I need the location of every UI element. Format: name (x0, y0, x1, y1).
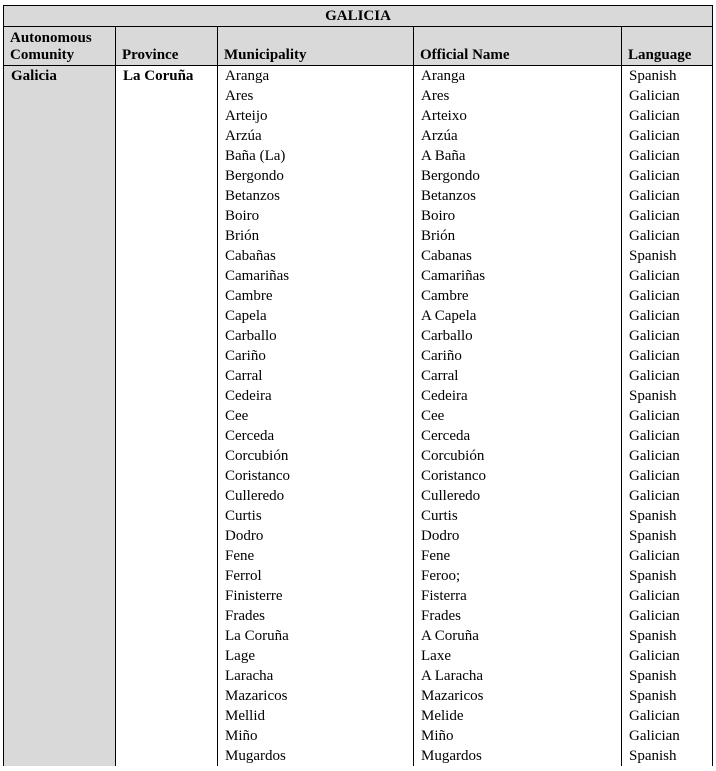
municipality-entry: Corcubión (225, 448, 289, 464)
community-cell (4, 66, 116, 767)
official-name-entry: Betanzos (421, 188, 476, 204)
municipality-entry: Coristanco (225, 468, 290, 484)
municipality-entry: Cariño (225, 348, 266, 364)
language-entry: Spanish (629, 688, 677, 704)
official-name-entry: Laxe (421, 648, 451, 664)
language-entry: Galician (629, 128, 680, 144)
language-entry: Galician (629, 88, 680, 104)
official-name-entry: Arzúa (421, 128, 458, 144)
municipality-entry: Mellid (225, 708, 265, 724)
language-entry: Galician (629, 308, 680, 324)
official-name-entry: Miño (421, 728, 454, 744)
official-name-entry: Frades (421, 608, 461, 624)
municipality-entry: Ferrol (225, 568, 262, 584)
language-entry: Galician (629, 648, 680, 664)
language-entry: Galician (629, 408, 680, 424)
language-entry: Spanish (629, 388, 677, 404)
municipality-entry: Arzúa (225, 128, 262, 144)
official-name-entry: A Capela (421, 308, 477, 324)
official-name-entry: Cambre (421, 288, 469, 304)
language-entry: Galician (629, 148, 680, 164)
header-language: Language (622, 27, 713, 66)
official-name-entry: Curtis (421, 508, 458, 524)
language-entry: Spanish (629, 248, 677, 264)
municipality-entry: Capela (225, 308, 267, 324)
municipality-entry: Dodro (225, 528, 264, 544)
language-entry: Galician (629, 228, 680, 244)
official-name-entry: A Coruña (421, 628, 479, 644)
language-entry: Galician (629, 288, 680, 304)
municipality-entry: Miño (225, 728, 258, 744)
official-name-entry: Coristanco (421, 468, 486, 484)
official-name-column (414, 66, 622, 767)
official-name-entry: Corcubión (421, 448, 485, 464)
language-entry: Galician (629, 588, 680, 604)
province-cell (116, 66, 218, 767)
official-name-entry: Cabanas (421, 248, 472, 264)
language-entry: Galician (629, 468, 680, 484)
municipality-entry: Bergondo (225, 168, 284, 184)
official-name-entry: Bergondo (421, 168, 480, 184)
header-official-name: Official Name (414, 27, 622, 66)
header-province: Province (116, 27, 218, 66)
official-name-entry: Boiro (421, 208, 456, 224)
municipality-column (218, 66, 414, 767)
official-name-entry: Mazaricos (421, 688, 484, 704)
municipality-entry: Mazaricos (225, 688, 288, 704)
language-entry: Galician (629, 208, 680, 224)
municipalities-table (3, 5, 713, 766)
language-entry: Spanish (629, 528, 677, 544)
official-name-entry: Melide (421, 708, 464, 724)
municipality-entry: Carballo (225, 328, 277, 344)
language-entry: Galician (629, 328, 680, 344)
official-name-entry: Dodro (421, 528, 460, 544)
province-value: La Coruña (123, 68, 194, 84)
official-name-entry: Cerceda (421, 428, 471, 444)
language-entry: Galician (629, 608, 680, 624)
official-name-entry: Culleredo (421, 488, 481, 504)
language-entry: Spanish (629, 628, 677, 644)
language-entry: Galician (629, 728, 680, 744)
language-entry: Galician (629, 548, 680, 564)
official-name-entry: A Laracha (421, 668, 484, 684)
municipality-entry: Frades (225, 608, 265, 624)
municipality-entry: Baña (La) (225, 148, 286, 164)
municipality-entry: Aranga (225, 68, 270, 84)
municipality-entry: La Coruña (225, 628, 289, 644)
table-title: GALICIA (4, 6, 713, 27)
official-name-entry: Feroo; (421, 568, 461, 584)
official-name-entry: Carral (421, 368, 459, 384)
municipality-entry: Cee (225, 408, 249, 424)
header-municipality: Municipality (218, 27, 414, 66)
municipality-entry: Camariñas (225, 268, 290, 284)
official-name-entry: A Baña (421, 148, 466, 164)
official-name-entry: Fisterra (421, 588, 467, 604)
official-name-entry: Arteixo (421, 108, 467, 124)
language-entry: Spanish (629, 68, 677, 84)
official-name-entry: Aranga (421, 68, 466, 84)
language-entry: Galician (629, 708, 680, 724)
municipality-entry: Finisterre (225, 588, 283, 604)
language-entry: Galician (629, 268, 680, 284)
municipality-entry: Culleredo (225, 488, 285, 504)
official-name-entry: Camariñas (421, 268, 486, 284)
official-name-entry: Cee (421, 408, 445, 424)
municipality-entry: Cedeira (225, 388, 272, 404)
official-name-entry: Brión (421, 228, 456, 244)
table-header-row (4, 27, 713, 66)
municipality-entry: Cerceda (225, 428, 275, 444)
language-entry: Spanish (629, 748, 677, 764)
official-name-entry: Cariño (421, 348, 462, 364)
community-value: Galicia (11, 68, 57, 84)
table-body-row (4, 66, 713, 767)
official-name-entry: Carballo (421, 328, 473, 344)
language-entry: Galician (629, 188, 680, 204)
language-entry: Galician (629, 168, 680, 184)
municipality-entry: Curtis (225, 508, 262, 524)
municipality-entry: Brión (225, 228, 260, 244)
language-entry: Galician (629, 108, 680, 124)
official-name-entry: Fene (421, 548, 451, 564)
language-entry: Galician (629, 368, 680, 384)
municipality-entry: Mugardos (225, 748, 286, 764)
language-entry: Spanish (629, 508, 677, 524)
document-page (3, 5, 712, 766)
language-entry: Galician (629, 488, 680, 504)
official-name-entry: Mugardos (421, 748, 482, 764)
language-column (622, 66, 713, 767)
municipality-entry: Lage (225, 648, 255, 664)
municipality-entry: Arteijo (225, 108, 268, 124)
municipality-entry: Laracha (225, 668, 274, 684)
municipality-entry: Ares (225, 88, 254, 104)
municipality-entry: Boiro (225, 208, 260, 224)
municipality-entry: Cambre (225, 288, 273, 304)
municipality-entry: Carral (225, 368, 263, 384)
header-community: Autonomous Comunity (4, 27, 116, 66)
language-entry: Spanish (629, 668, 677, 684)
municipality-entry: Cabañas (225, 248, 276, 264)
official-name-entry: Ares (421, 88, 450, 104)
official-name-entry: Cedeira (421, 388, 468, 404)
municipality-entry: Fene (225, 548, 255, 564)
language-entry: Galician (629, 428, 680, 444)
table-title-row (4, 6, 713, 27)
language-entry: Galician (629, 348, 680, 364)
language-entry: Spanish (629, 568, 677, 584)
language-entry: Galician (629, 448, 680, 464)
municipality-entry: Betanzos (225, 188, 280, 204)
